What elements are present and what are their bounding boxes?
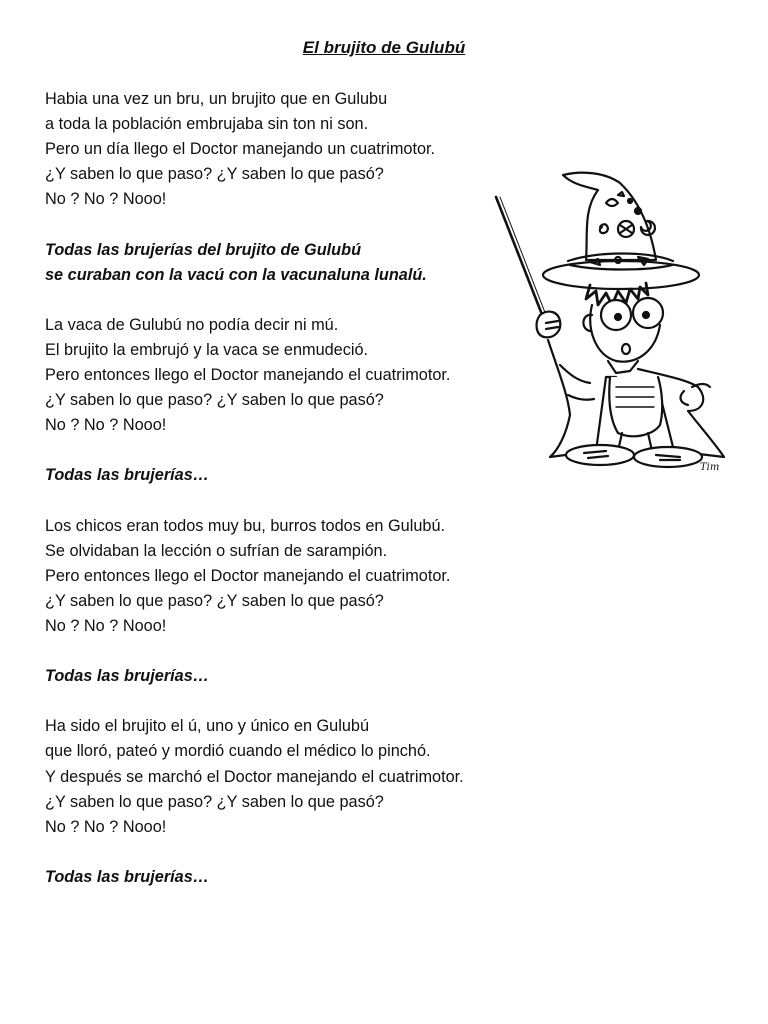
verse-line: Ha sido el brujito el ú, uno y único en Gulubú (45, 717, 370, 736)
verse-line: El brujito la embrujó y la vaca se enmudeció. (45, 340, 369, 359)
verse-line: ¿Y saben lo que paso? ¿Y saben lo que pasó? (45, 591, 384, 610)
verse-line: Se olvidaban la lección o sufrían de sarampión. (45, 541, 388, 560)
verse-line: No ? No ? Nooo! (45, 416, 167, 435)
page-title: El brujito de Gulubú (302, 38, 466, 57)
verse-line: La vaca de Gulubú no podía decir ni mú. (45, 315, 339, 334)
chorus-line: se curaban con la vacú con la vacunaluna lunalú. (45, 265, 427, 284)
stanza-1 (45, 87, 525, 212)
verse-line: Los chicos eran todos muy bu, burros todos en Gulubú. (45, 516, 446, 535)
chorus-line: Todas las brujerías… (45, 867, 210, 886)
verse-line: Pero entonces llego el Doctor manejando el cuatrimotor. (45, 566, 451, 585)
verse-line: Pero entonces llego el Doctor manejando el cuatrimotor. (45, 366, 451, 385)
chorus-2 (45, 463, 525, 488)
verse-line: No ? No ? Nooo! (45, 616, 167, 635)
wizard-boy-illustration-icon (488, 165, 738, 480)
verse-line: ¿Y saben lo que paso? ¿Y saben lo que pasó? (45, 165, 384, 184)
chorus-1 (45, 238, 525, 288)
illustration-signature: Tim (700, 462, 720, 473)
stanza-2 (45, 313, 525, 438)
verse-line: que lloró, pateó y mordió cuando el médico lo pinchó. (45, 742, 431, 761)
chorus-line: Todas las brujerías… (45, 667, 210, 686)
song-text (45, 87, 525, 915)
chorus-line: Todas las brujerías del brujito de Gulubú (45, 240, 362, 259)
chorus-3 (45, 664, 525, 689)
chorus-line: Todas las brujerías… (45, 466, 210, 485)
verse-line: ¿Y saben lo que paso? ¿Y saben lo que pasó? (45, 792, 384, 811)
verse-line: a toda la población embrujaba sin ton ni son. (45, 115, 369, 134)
verse-line: No ? No ? Nooo! (45, 817, 167, 836)
verse-line: ¿Y saben lo que paso? ¿Y saben lo que pasó? (45, 391, 384, 410)
stanza-4 (45, 714, 525, 839)
chorus-4 (45, 865, 525, 890)
stanza-3 (45, 514, 525, 639)
verse-line: Habia una vez un bru, un brujito que en Gulubu (45, 90, 388, 108)
verse-line: Pero un día llego el Doctor manejando un cuatrimotor. (45, 140, 436, 159)
verse-line: Y después se marchó el Doctor manejando el cuatrimotor. (45, 767, 464, 786)
verse-line: No ? No ? Nooo! (45, 190, 167, 209)
